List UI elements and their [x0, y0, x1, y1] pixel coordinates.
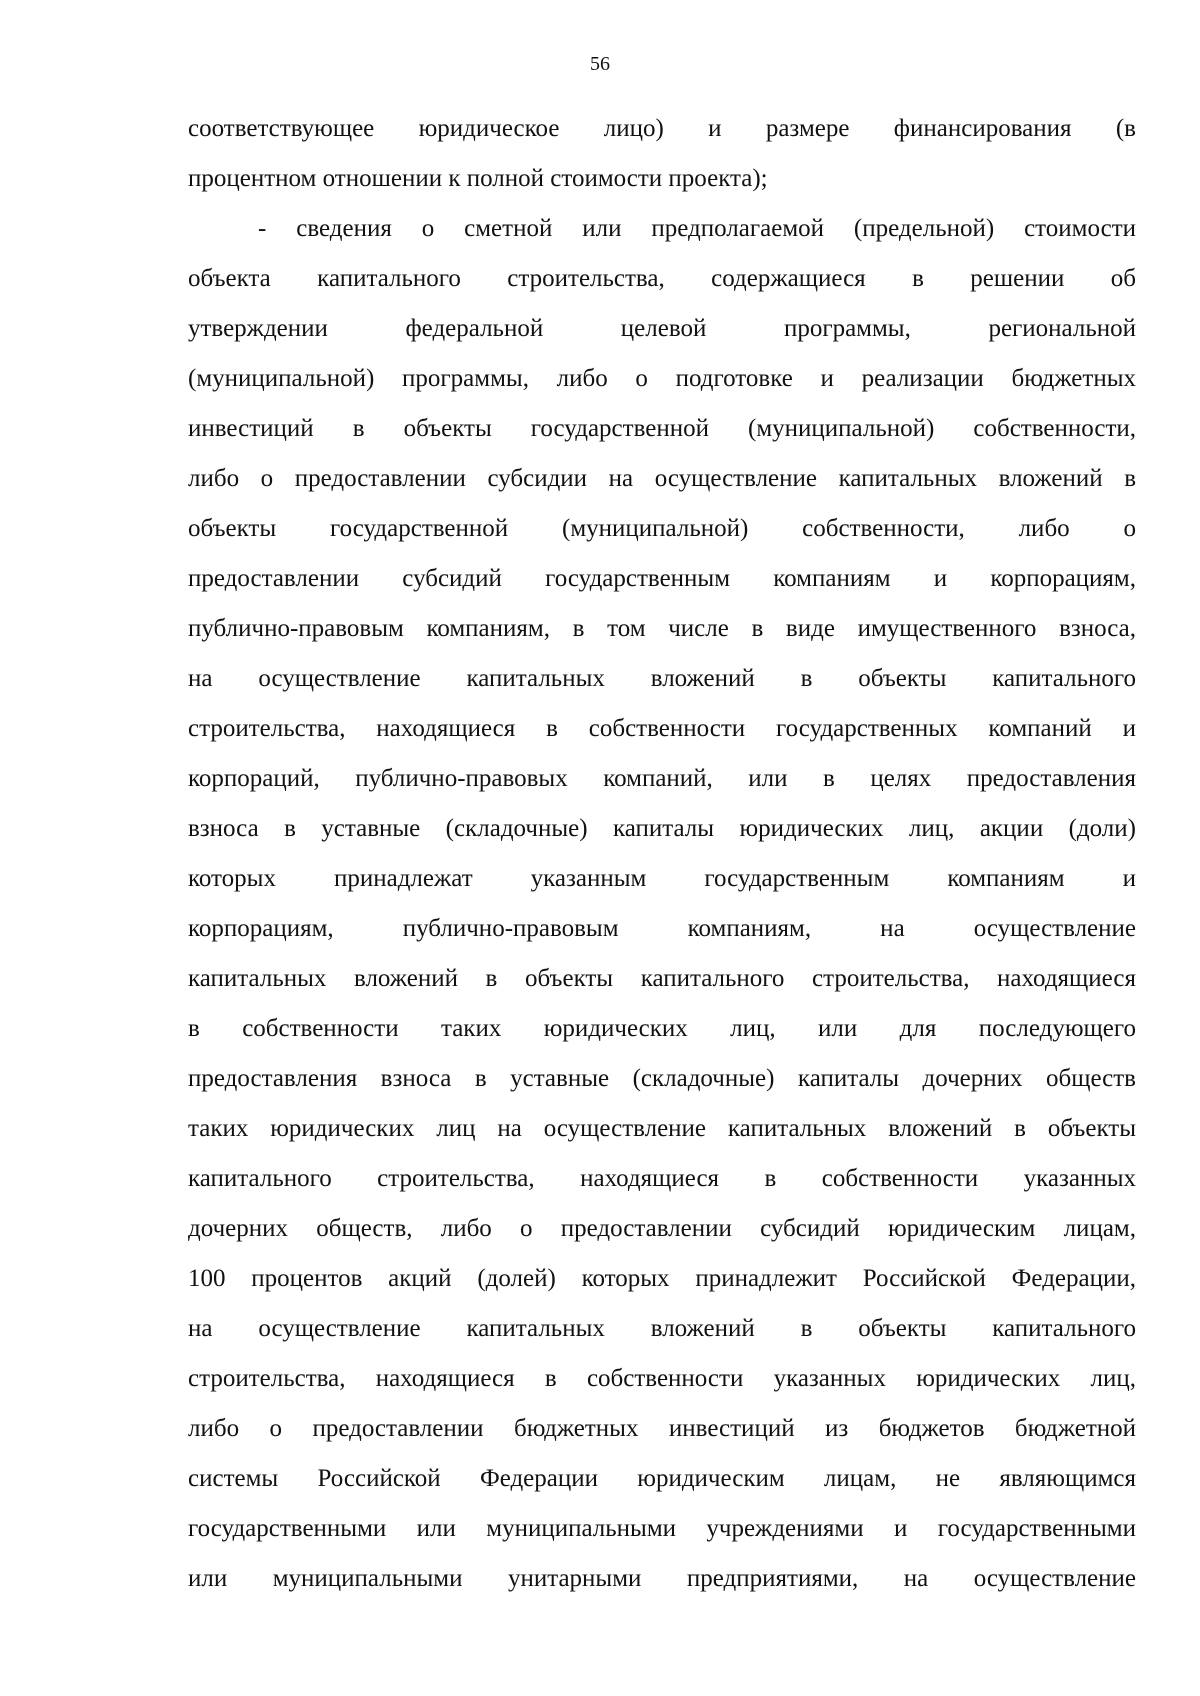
paragraph-2	[188, 204, 1136, 1604]
text-line: таких юридических лиц на осуществление капитальных вложений в объекты	[188, 1115, 1136, 1142]
text-line: 100 процентов акций (долей) которых принадлежит Российской Федерации,	[188, 1265, 1136, 1292]
page-number: 56	[590, 53, 610, 75]
text-line: системы Российской Федерации юридическим лицам, не являющимся	[188, 1465, 1136, 1492]
text-line: предоставления взноса в уставные (складочные) капиталы дочерних обществ	[188, 1065, 1136, 1092]
text-line: корпораций, публично-правовых компаний, или в целях предоставления	[188, 765, 1136, 792]
text-line: объекта капитального строительства, содержащиеся в решении об	[188, 265, 1136, 292]
text-line: государственными или муниципальными учреждениями и государственными	[188, 1515, 1136, 1542]
text-line: инвестиций в объекты государственной (муниципальной) собственности,	[188, 415, 1136, 442]
text-line: которых принадлежат указанным государственным компаниям и	[188, 865, 1136, 892]
text-line: объекты государственной (муниципальной) собственности, либо о	[188, 515, 1136, 542]
text-line: предоставлении субсидий государственным компаниям и корпорациям,	[188, 565, 1136, 592]
paragraph-1	[188, 104, 1136, 204]
text-line: взноса в уставные (складочные) капиталы юридических лиц, акции (доли)	[188, 815, 1136, 842]
text-line: в собственности таких юридических лиц, или для последующего	[188, 1015, 1136, 1042]
text-line: или муниципальными унитарными предприятиями, на осуществление	[188, 1565, 1136, 1592]
text-line: корпорациям, публично-правовым компаниям, на осуществление	[188, 915, 1136, 942]
text-line: публично-правовым компаниям, в том числе в виде имущественного взноса,	[188, 615, 1136, 642]
text-line: на осуществление капитальных вложений в объекты капитального	[188, 1315, 1136, 1342]
text-line: дочерних обществ, либо о предоставлении субсидий юридическим лицам,	[188, 1215, 1136, 1242]
document-body	[188, 104, 1136, 1604]
text-line: либо о предоставлении субсидии на осуществление капитальных вложений в	[188, 465, 1136, 492]
text-line: (муниципальной) программы, либо о подготовке и реализации бюджетных	[188, 365, 1136, 392]
text-line: строительства, находящиеся в собственности государственных компаний и	[188, 715, 1136, 742]
text-line: либо о предоставлении бюджетных инвестиций из бюджетов бюджетной	[188, 1415, 1136, 1442]
text-line: утверждении федеральной целевой программы, региональной	[188, 315, 1136, 342]
text-line: строительства, находящиеся в собственности указанных юридических лиц,	[188, 1365, 1136, 1392]
text-line: - сведения о сметной или предполагаемой (предельной) стоимости	[258, 215, 1136, 242]
text-line: процентном отношении к полной стоимости проекта);	[188, 165, 768, 192]
text-line: соответствующее юридическое лицо) и размере финансирования (в	[188, 115, 1136, 142]
text-line: капитального строительства, находящиеся в собственности указанных	[188, 1165, 1136, 1192]
text-line: на осуществление капитальных вложений в объекты капитального	[188, 665, 1136, 692]
text-line: капитальных вложений в объекты капитального строительства, находящиеся	[188, 965, 1136, 992]
